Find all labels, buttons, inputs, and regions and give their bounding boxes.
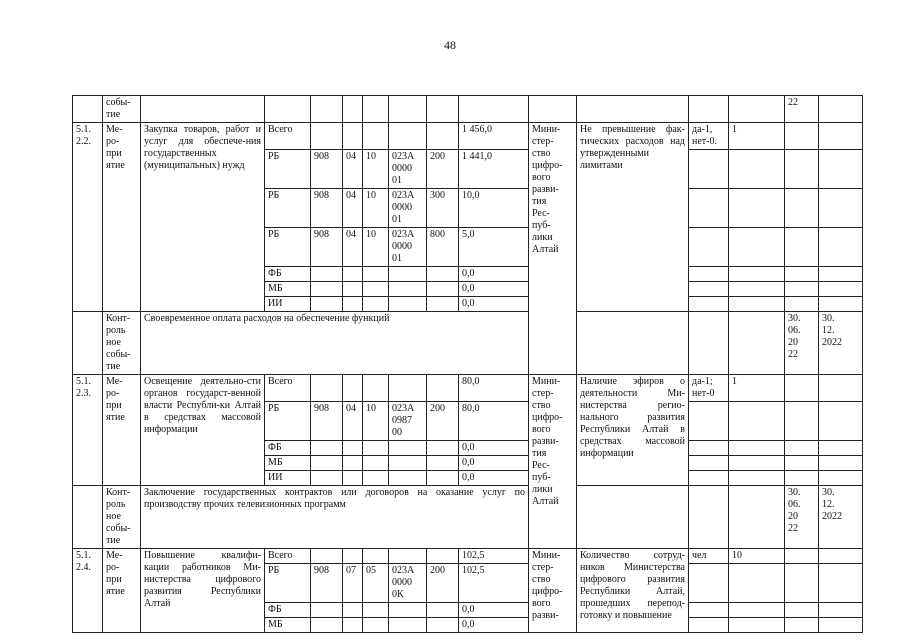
target-item-code-cell	[389, 441, 427, 456]
target-item-code-cell: 023А 0987 00	[389, 402, 427, 441]
target-item-code-cell	[389, 471, 427, 486]
grbs-code-cell	[311, 282, 343, 297]
date-cell	[819, 150, 863, 189]
subsection-code-cell	[363, 618, 389, 633]
unit-cell	[689, 402, 729, 441]
amount-cell: 1 441,0	[459, 150, 529, 189]
funding-source-cell: ФБ	[265, 603, 311, 618]
date-cell	[819, 189, 863, 228]
funding-source-cell: ФБ	[265, 267, 311, 282]
funding-source-cell: Всего	[265, 123, 311, 150]
executor-cell: Мини- стер- ство цифро- вого разви- тия Рес- пуб- лики Алтай	[529, 123, 577, 375]
date-cell	[785, 618, 819, 633]
subsection-code-cell: 10	[363, 402, 389, 441]
executor-cell: Мини- стер- ство цифро- вого разви- тия Рес- пуб- лики Алтай	[529, 375, 577, 549]
subsection-code-cell	[363, 471, 389, 486]
value-cell	[729, 441, 785, 456]
value-cell	[729, 402, 785, 441]
date-cell	[785, 402, 819, 441]
funding-source-cell: ФБ	[265, 441, 311, 456]
date-cell	[785, 375, 819, 402]
number-cell	[73, 312, 103, 375]
value-cell	[729, 564, 785, 603]
expense-type-code-cell	[427, 267, 459, 282]
value-cell	[729, 603, 785, 618]
executor-cell: Мини- стер- ство цифро- вого разви-	[529, 549, 577, 633]
subsection-code-cell	[363, 456, 389, 471]
name-cell: Освещение деятельно-сти органов государст-венной власти Республи-ки Алтай в средствах массовой информации	[141, 375, 265, 486]
date-cell	[819, 564, 863, 603]
date-cell	[785, 471, 819, 486]
expense-type-code-cell	[427, 282, 459, 297]
target-item-code-cell: 023А 0000 01	[389, 189, 427, 228]
funding-source-cell: РБ	[265, 150, 311, 189]
number-cell: 5.1. 2.3.	[73, 375, 103, 486]
number-cell: 5.1. 2.2.	[73, 123, 103, 312]
target-item-code-cell	[389, 603, 427, 618]
section-code-cell	[343, 267, 363, 282]
date-cell: 22	[785, 96, 819, 123]
amount-cell: 10,0	[459, 189, 529, 228]
value-cell	[729, 189, 785, 228]
value-cell	[729, 282, 785, 297]
unit-cell: чел	[689, 549, 729, 564]
subsection-code-cell: 10	[363, 228, 389, 267]
date-cell	[819, 297, 863, 312]
value-cell: 1	[729, 375, 785, 402]
funding-source-cell: Всего	[265, 549, 311, 564]
type-cell: Ме- ро- при ятие	[103, 375, 141, 486]
date-cell	[819, 123, 863, 150]
grbs-code-cell	[311, 123, 343, 150]
section-code-cell	[343, 618, 363, 633]
amount-cell: 5,0	[459, 228, 529, 267]
subsection-code-cell	[363, 441, 389, 456]
value-cell	[729, 228, 785, 267]
target-item-code-cell	[389, 123, 427, 150]
table-row	[73, 312, 863, 375]
target-item-code-cell	[389, 375, 427, 402]
subsection-code-cell	[363, 375, 389, 402]
indicator-cell: Количество сотруд-ников Министерства цифрового развития Республики Алтай, прошедших перепод-готовку и повышение	[577, 549, 689, 633]
target-item-code-cell: 023А 0000 01	[389, 228, 427, 267]
program-activities-table	[72, 95, 863, 633]
page-number: 48	[444, 38, 456, 52]
value-cell	[729, 150, 785, 189]
section-code-cell	[343, 123, 363, 150]
amount-cell: 0,0	[459, 618, 529, 633]
target-item-code-cell	[389, 297, 427, 312]
table-row	[73, 549, 863, 564]
date-cell	[785, 564, 819, 603]
finance-cell	[363, 96, 389, 123]
unit-cell: да-1; нет-0	[689, 375, 729, 402]
target-item-code-cell	[389, 618, 427, 633]
subsection-code-cell	[363, 267, 389, 282]
section-code-cell	[343, 549, 363, 564]
funding-source-cell: ИИ	[265, 471, 311, 486]
date-cell	[819, 471, 863, 486]
unit-cell	[689, 96, 729, 123]
grbs-code-cell	[311, 618, 343, 633]
date-cell: 30. 12. 2022	[819, 486, 863, 549]
date-cell	[819, 603, 863, 618]
unit-cell	[689, 441, 729, 456]
type-cell: собы- тие	[103, 96, 141, 123]
funding-source-cell: РБ	[265, 402, 311, 441]
section-code-cell: 07	[343, 564, 363, 603]
subsection-code-cell: 10	[363, 150, 389, 189]
date-cell	[785, 267, 819, 282]
unit-cell	[689, 471, 729, 486]
target-item-code-cell	[389, 282, 427, 297]
grbs-code-cell: 908	[311, 402, 343, 441]
expense-type-code-cell	[427, 603, 459, 618]
date-cell: 30. 06. 20 22	[785, 312, 819, 375]
date-cell	[819, 267, 863, 282]
date-cell	[819, 618, 863, 633]
grbs-code-cell: 908	[311, 564, 343, 603]
amount-cell: 0,0	[459, 282, 529, 297]
grbs-code-cell	[311, 267, 343, 282]
expense-type-code-cell	[427, 456, 459, 471]
finance-cell	[265, 96, 311, 123]
expense-type-code-cell	[427, 375, 459, 402]
value-cell: 1	[729, 123, 785, 150]
expense-type-code-cell: 300	[427, 189, 459, 228]
date-cell	[785, 282, 819, 297]
section-code-cell: 04	[343, 228, 363, 267]
finance-cell	[427, 96, 459, 123]
funding-source-cell: МБ	[265, 456, 311, 471]
amount-cell: 0,0	[459, 441, 529, 456]
finance-cell	[389, 96, 427, 123]
funding-source-cell: МБ	[265, 282, 311, 297]
date-cell	[785, 603, 819, 618]
expense-type-code-cell: 800	[427, 228, 459, 267]
unit-cell	[689, 297, 729, 312]
table-row	[73, 96, 863, 123]
finance-cell	[459, 96, 529, 123]
type-cell: Конт- роль ное собы- тие	[103, 486, 141, 549]
funding-source-cell: РБ	[265, 228, 311, 267]
value-cell	[729, 456, 785, 471]
indicator-cell	[577, 96, 689, 123]
date-cell	[785, 189, 819, 228]
expense-type-code-cell	[427, 471, 459, 486]
name-cell: Закупка товаров, работ и услуг для обеспече-ния государственных (муниципальных) нужд	[141, 123, 265, 312]
date-cell	[819, 402, 863, 441]
unit-cell	[689, 282, 729, 297]
type-cell: Ме- ро- при ятие	[103, 549, 141, 633]
funding-source-cell: РБ	[265, 189, 311, 228]
value-cell	[729, 618, 785, 633]
date-cell	[819, 228, 863, 267]
grbs-code-cell	[311, 297, 343, 312]
indicator-cell	[577, 486, 689, 549]
amount-cell: 102,5	[459, 564, 529, 603]
subsection-code-cell: 10	[363, 189, 389, 228]
subsection-code-cell: 05	[363, 564, 389, 603]
section-code-cell	[343, 282, 363, 297]
funding-source-cell: Всего	[265, 375, 311, 402]
subsection-code-cell	[363, 549, 389, 564]
subsection-code-cell	[363, 297, 389, 312]
grbs-code-cell	[311, 603, 343, 618]
section-code-cell	[343, 297, 363, 312]
date-cell	[819, 375, 863, 402]
control-event-text: Заключение государственных контрактов или договоров на оказание услуг по производству прочих телевизионных программ	[141, 486, 529, 549]
value-cell: 10	[729, 549, 785, 564]
value-cell	[729, 471, 785, 486]
unit-cell	[689, 603, 729, 618]
amount-cell: 0,0	[459, 471, 529, 486]
unit-cell	[689, 618, 729, 633]
amount-cell: 0,0	[459, 267, 529, 282]
indicator-cell	[577, 312, 689, 375]
type-cell: Конт- роль ное собы- тие	[103, 312, 141, 375]
value-cell	[729, 312, 785, 375]
unit-cell	[689, 312, 729, 375]
section-code-cell: 04	[343, 402, 363, 441]
grbs-code-cell	[311, 441, 343, 456]
control-event-text: Своевременное оплата расходов на обеспечение функций	[141, 312, 529, 375]
table-row	[73, 486, 863, 549]
date-cell	[819, 441, 863, 456]
expense-type-code-cell: 200	[427, 150, 459, 189]
unit-cell	[689, 486, 729, 549]
name-cell: Повышение квалифи-кации работников Ми-нистерства цифрового развития Республики Алтай	[141, 549, 265, 633]
amount-cell: 0,0	[459, 603, 529, 618]
unit-cell	[689, 267, 729, 282]
number-cell	[73, 486, 103, 549]
date-cell	[819, 282, 863, 297]
amount-cell: 80,0	[459, 402, 529, 441]
date-cell	[785, 228, 819, 267]
unit-cell: да-1, нет-0.	[689, 123, 729, 150]
expense-type-code-cell	[427, 297, 459, 312]
type-cell: Ме- ро- при ятие	[103, 123, 141, 312]
value-cell	[729, 267, 785, 282]
grbs-code-cell	[311, 375, 343, 402]
amount-cell: 102,5	[459, 549, 529, 564]
unit-cell	[689, 228, 729, 267]
unit-cell	[689, 564, 729, 603]
target-item-code-cell	[389, 549, 427, 564]
unit-cell	[689, 456, 729, 471]
table-row	[73, 375, 863, 402]
section-code-cell	[343, 441, 363, 456]
amount-cell: 1 456,0	[459, 123, 529, 150]
date-cell	[819, 456, 863, 471]
grbs-code-cell: 908	[311, 228, 343, 267]
indicator-cell: Не превышение фак-тических расходов над утвержденными лимитами	[577, 123, 689, 312]
subsection-code-cell	[363, 603, 389, 618]
value-cell	[729, 297, 785, 312]
funding-source-cell: МБ	[265, 618, 311, 633]
unit-cell	[689, 189, 729, 228]
grbs-code-cell: 908	[311, 189, 343, 228]
subsection-code-cell	[363, 282, 389, 297]
grbs-code-cell: 908	[311, 150, 343, 189]
number-cell	[73, 96, 103, 123]
grbs-code-cell	[311, 456, 343, 471]
expense-type-code-cell	[427, 618, 459, 633]
section-code-cell	[343, 375, 363, 402]
date-cell	[785, 150, 819, 189]
date-cell: 30. 06. 20 22	[785, 486, 819, 549]
finance-cell	[343, 96, 363, 123]
expense-type-code-cell	[427, 549, 459, 564]
table-row	[73, 123, 863, 150]
date-cell	[785, 441, 819, 456]
date-cell	[785, 297, 819, 312]
funding-source-cell: ИИ	[265, 297, 311, 312]
target-item-code-cell	[389, 267, 427, 282]
number-cell: 5.1. 2.4.	[73, 549, 103, 633]
grbs-code-cell	[311, 549, 343, 564]
section-code-cell	[343, 471, 363, 486]
grbs-code-cell	[311, 471, 343, 486]
funding-source-cell: РБ	[265, 564, 311, 603]
indicator-cell: Наличие эфиров о деятельности Ми-нистерства регио-нального развития Республики Алтай в средствах массовой информации	[577, 375, 689, 486]
expense-type-code-cell: 200	[427, 402, 459, 441]
value-cell	[729, 96, 785, 123]
value-cell	[729, 486, 785, 549]
amount-cell: 80,0	[459, 375, 529, 402]
subsection-code-cell	[363, 123, 389, 150]
target-item-code-cell: 023А 0000 01	[389, 150, 427, 189]
name-cell	[141, 96, 265, 123]
finance-cell	[311, 96, 343, 123]
section-code-cell: 04	[343, 150, 363, 189]
date-cell	[785, 549, 819, 564]
date-cell: 30. 12. 2022	[819, 312, 863, 375]
expense-type-code-cell: 200	[427, 564, 459, 603]
amount-cell: 0,0	[459, 297, 529, 312]
amount-cell: 0,0	[459, 456, 529, 471]
target-item-code-cell	[389, 456, 427, 471]
section-code-cell	[343, 603, 363, 618]
unit-cell	[689, 150, 729, 189]
section-code-cell	[343, 456, 363, 471]
target-item-code-cell: 023А 0000 0К	[389, 564, 427, 603]
date-cell	[785, 123, 819, 150]
expense-type-code-cell	[427, 441, 459, 456]
section-code-cell: 04	[343, 189, 363, 228]
expense-type-code-cell	[427, 123, 459, 150]
executor-cell	[529, 96, 577, 123]
date-cell	[819, 549, 863, 564]
date-cell	[819, 96, 863, 123]
date-cell	[785, 456, 819, 471]
